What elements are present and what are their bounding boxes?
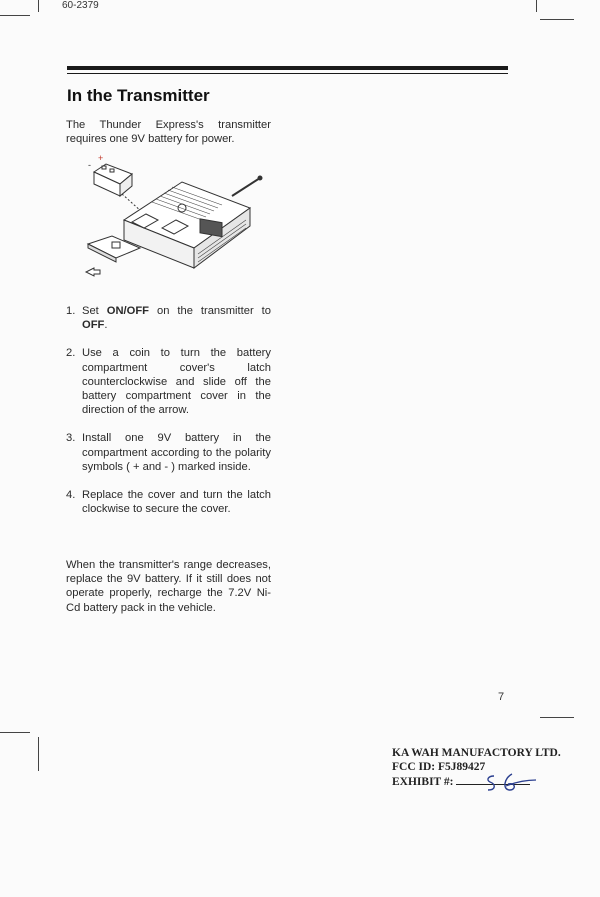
crop-mark	[38, 737, 39, 771]
transmitter-battery-illustration	[82, 150, 272, 280]
step-number: 1.	[66, 305, 76, 317]
step-text: Set ON/OFF on the transmitter to OFF.	[82, 305, 271, 332]
battery-9v-icon	[94, 164, 132, 196]
header-rule-thin	[67, 73, 508, 74]
step-number: 3.	[66, 432, 76, 445]
section-title: In the Transmitter	[67, 86, 210, 105]
off-label: OFF	[82, 319, 105, 332]
intro-paragraph: The Thunder Express's transmitter requires one 9V battery for power.	[66, 119, 271, 146]
svg-text:-: -	[88, 160, 91, 170]
crop-mark	[536, 0, 537, 12]
header-rule-thick	[67, 66, 508, 70]
step-item	[66, 346, 271, 417]
crop-mark	[38, 0, 39, 12]
fcc-id: FCC ID: F5J89427	[392, 761, 486, 773]
crop-mark	[0, 732, 30, 733]
instruction-steps	[66, 304, 271, 530]
handwritten-exhibit-number	[480, 770, 540, 796]
step-number: 2.	[66, 347, 76, 360]
step-number: 4.	[66, 489, 76, 502]
step-item	[66, 488, 271, 516]
step-text: Install one 9V battery in the compartment according to the polarity symbols ( + and - ) marked inside.	[82, 432, 271, 473]
step-item	[66, 431, 271, 474]
crop-mark	[540, 717, 574, 718]
step-text: Use a coin to turn the battery compartment cover's latch counterclockwise and slide off the battery compartment cover in the direction of the arrow.	[82, 347, 271, 417]
onoff-label: ON/OFF	[106, 305, 150, 317]
slide-arrow-icon	[86, 268, 100, 276]
crop-mark	[0, 15, 30, 16]
document-code: 60-2379	[62, 0, 99, 11]
page-number: 7	[498, 691, 505, 703]
step-text: Replace the cover and turn the latch clockwise to secure the cover.	[82, 489, 271, 516]
closing-paragraph: When the transmitter's range decreases, replace the 9V battery. If it still does not operate properly, recharge the 7.2V Ni-Cd battery pack in the vehicle.	[66, 559, 271, 614]
transmitter-icon	[124, 176, 262, 268]
step-item	[66, 304, 271, 332]
exhibit-label: EXHIBIT #:	[392, 776, 454, 788]
company-name: KA WAH MANUFACTORY LTD.	[392, 747, 561, 759]
crop-mark	[540, 19, 574, 20]
svg-text:+: +	[98, 153, 104, 163]
